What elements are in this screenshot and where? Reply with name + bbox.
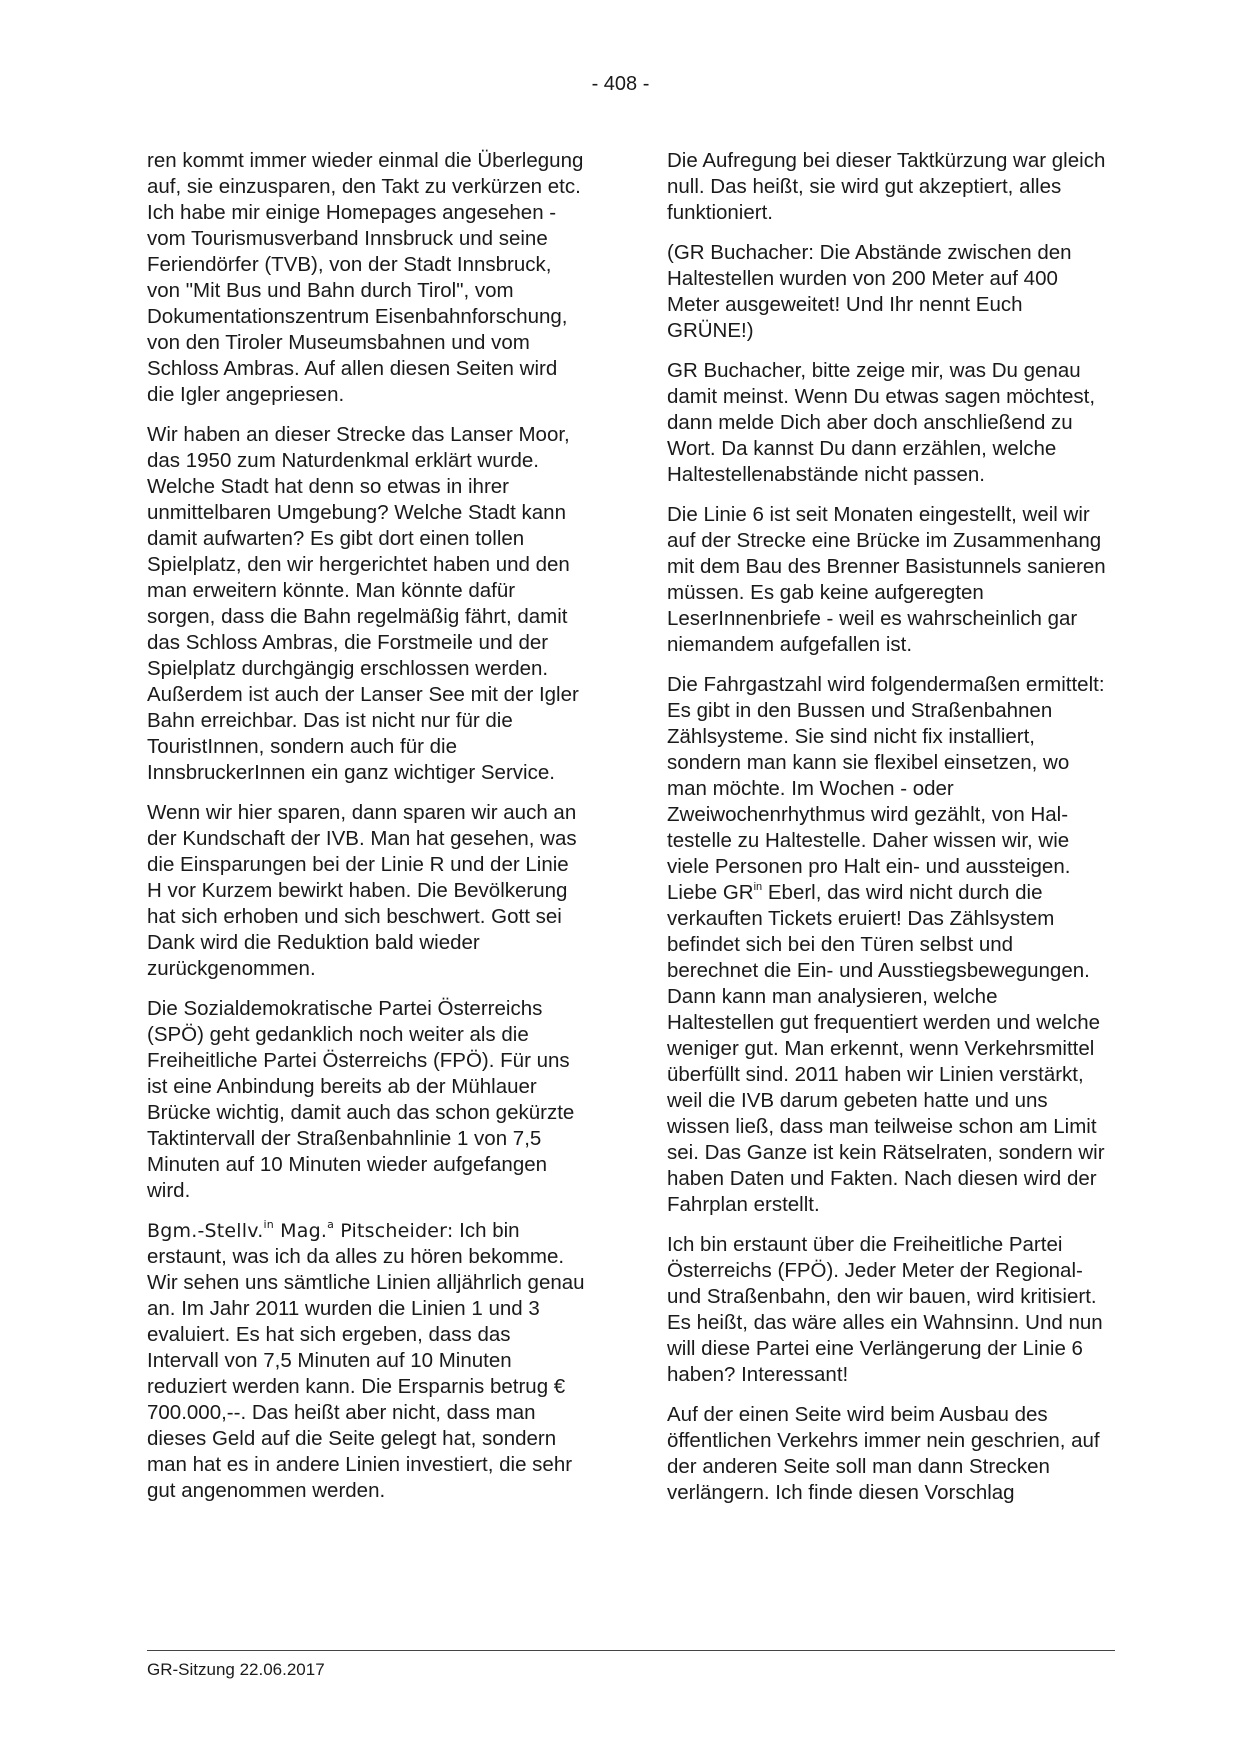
speech-paragraph: [147, 1218, 587, 1504]
paragraph: Auf der einen Seite wird beim Ausbau des öffentlichen Verkehrs immer nein geschrien, auf der anderen Seite soll man dann Strecken verlängern. Ich finde diesen Vorschlag: [667, 1403, 1100, 1504]
paragraph: Die Sozialdemokratische Partei Österreichs (SPÖ) geht gedanklich noch weiter als die Freiheitliche Partei Österreichs (FPÖ). Für uns ist eine Anbindung bereits ab der Mühlauer Brücke wichtig, damit auch das schon gekürzte Taktintervall der Straßenbahnlinie 1 von 7,5 Minuten auf 10 Minuten wieder aufgefangen wird.: [147, 997, 575, 1202]
paragraph: ren kommt immer wieder einmal die Überlegung auf, sie einzusparen, den Takt zu verkürzen etc. Ich habe mir einige Homepages angesehen - vom Tourismusverband Innsbruck und seine Feriendörfer (TVB), von der Stadt Innsbruck, von "Mit Bus und Bahn durch Tirol", vom Dokumentationszentrum Eisenbahnforschung, von den Tiroler Museumsbahnen und vom Schloss Ambras. Auf allen diesen Seiten wird die Igler angepriesen.: [147, 149, 584, 406]
page-number: - 408 -: [591, 73, 650, 95]
paragraph: [667, 672, 1107, 1218]
paragraph-text: Eberl, das wird nicht durch die verkauften Tickets eruiert! Das Zählsystem befindet sich bei den Türen selbst und berechnet die Ein- und Ausstiegsbewegungen. Dann kann man analysieren, welche Haltestellen gut frequentiert werden und welche weniger gut. Man erkennt, wenn Verkehrsmittel überfüllt sind. 2011 haben wir Linien verstärkt, weil die IVB darum gebeten hatte und uns wissen ließ, dass man teilweise schon am Limit sei. Das Ganze ist kein Rätselraten, sondern wir haben Daten und Fakten. Nach diesen wird der Fahrplan erstellt.: [667, 881, 1105, 1216]
speaker-degree: Mag.: [273, 1220, 328, 1242]
footer-divider: [147, 1650, 1115, 1651]
right-column: [667, 148, 1107, 1520]
speaker-degree-suffix: a: [327, 1218, 335, 1231]
interjection: (GR Buchacher: Die Abstände zwischen den Haltestellen wurden von 200 Meter auf 400 Meter ausgeweitet! Und Ihr nennt Euch GRÜNE!): [667, 241, 1072, 342]
left-column: [147, 148, 587, 1518]
paragraph: GR Buchacher, bitte zeige mir, was Du genau damit meinst. Wenn Du etwas sagen möchtest, dann melde Dich aber doch anschließend zu Wort. Da kannst Du dann erzählen, welche Haltestellenabstände nicht passen.: [667, 359, 1096, 486]
footer-session-date: GR-Sitzung 22.06.2017: [147, 1660, 325, 1679]
paragraph: Wenn wir hier sparen, dann sparen wir auch an der Kundschaft der IVB. Man hat gesehen, was die Einsparungen bei der Linie R und der Linie H vor Kurzem bewirkt haben. Die Bevölkerung hat sich erhoben und sich beschwert. Gott sei Dank wird die Reduktion bald wieder zurückgenommen.: [147, 801, 577, 980]
paragraph-text: Die Fahrgastzahl wird folgendermaßen ermittelt: Es gibt in den Bussen und Straßenbahnen Zählsysteme. Sie sind nicht fix installiert, sondern man kann sie flexibel einsetzen, wo man möchte. Im Wochen - oder Zweiwochenrhythmus wird gezählt, von Haltestelle zu Haltestelle. Daher wissen wir, wie viele Personen pro Halt ein- und aussteigen. Liebe GR: [667, 673, 1105, 904]
paragraph: Die Aufregung bei dieser Taktkürzung war gleich null. Das heißt, sie wird gut akzeptiert, alles funktioniert.: [667, 149, 1106, 224]
speaker-name: [147, 1220, 453, 1242]
speaker-title-suffix: in: [263, 1218, 274, 1231]
paragraph: Die Linie 6 ist seit Monaten eingestellt, weil wir auf der Strecke eine Brücke im Zusammenhang mit dem Bau des Brenner Basistunnels sanieren müssen. Es gab keine aufgeregten LeserInnenbriefe - weil es wahrscheinlich gar niemandem aufgefallen ist.: [667, 503, 1106, 656]
paragraph: Wir haben an dieser Strecke das Lanser Moor, das 1950 zum Naturdenkmal erklärt wurde. Welche Stadt hat denn so etwas in ihrer unmittelbaren Umgebung? Welche Stadt kann damit aufwarten? Es gibt dort einen tollen Spielplatz, den wir hergerichtet haben und den man erweitern könnte. Man könnte dafür sorgen, dass die Bahn regelmäßig fährt, damit das Schloss Ambras, die Forstmeile und der Spielplatz durchgängig erschlossen werden. Außerdem ist auch der Lanser See mit der Igler Bahn erreichbar. Das ist nicht nur für die TouristInnen, sondern auch für die InnsbruckerInnen ein ganz wichtiger Service.: [147, 423, 579, 784]
paragraph: Ich bin erstaunt über die Freiheitliche Partei Österreichs (FPÖ). Jeder Meter der Regional- und Straßenbahn, den wir bauen, wird kritisiert. Es heißt, das wäre alles ein Wahnsinn. Und nun will diese Partei eine Verlängerung der Linie 6 haben? Interessant!: [667, 1233, 1103, 1386]
speech-text: Ich bin erstaunt, was ich da alles zu hören bekomme. Wir sehen uns sämtliche Linien alljährlich genau an. Im Jahr 2011 wurden die Linien 1 und 3 evaluiert. Es hat sich ergeben, dass das Intervall von 7,5 Minuten auf 10 Minuten reduziert werden kann. Die Ersparnis betrug € 700.000,--. Das heißt aber nicht, dass man dieses Geld auf die Seite gelegt hat, sondern man hat es in andere Linien investiert, die sehr gut angenommen werden.: [147, 1219, 585, 1502]
speaker-surname: Pitscheider:: [334, 1220, 454, 1242]
speaker-title: Bgm.-Stellv.: [147, 1220, 264, 1242]
title-suffix: in: [753, 881, 763, 893]
